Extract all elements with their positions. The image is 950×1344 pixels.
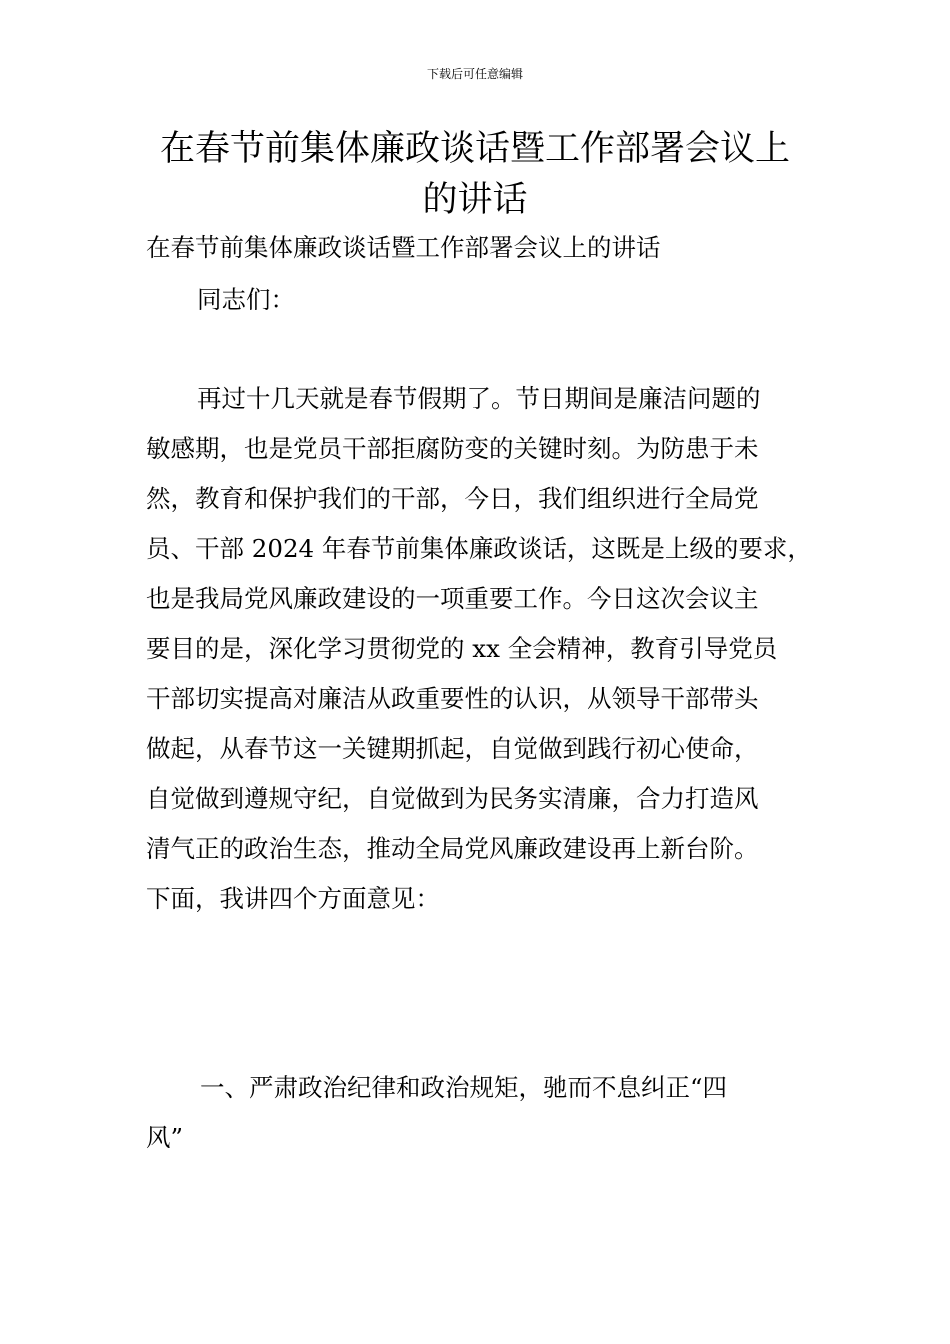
paragraph-line: 敏感期，也是党员干部拒腐防变的关键时刻。为防患于未 xyxy=(146,434,759,463)
paragraph-line: 也是我局党风廉政建设的一项重要工作。今日这次会议主 xyxy=(146,584,759,613)
paragraph-line: 自觉做到遵规守纪，自觉做到为民务实清廉，合力打造风 xyxy=(146,784,759,813)
paragraph-line: 要目的是，深化学习贯彻党的 xx 全会精神，教育引导党员 xyxy=(146,634,778,663)
section-heading-line: 风” xyxy=(146,1123,184,1152)
paragraph-line: 下面，我讲四个方面意见： xyxy=(146,884,440,913)
paragraph-line: 员、干部 2024 年春节前集体廉政谈话，这既是上级的要求， xyxy=(146,534,812,563)
title-line-2: 的讲话 xyxy=(422,180,528,220)
paragraph-line: 然，教育和保护我们的干部，今日，我们组织进行全局党 xyxy=(146,484,759,513)
section-heading-line: 一、严肃政治纪律和政治规矩，驰而不息纠正“四 xyxy=(200,1073,728,1102)
header-note: 下载后可任意编辑 xyxy=(426,67,523,81)
paragraph-line: 清气正的政治生态，推动全局党风廉政建设再上新台阶。 xyxy=(146,834,759,863)
paragraph-line: 干部切实提高对廉洁从政重要性的认识，从领导干部带头 xyxy=(146,684,759,713)
paragraph-line: 再过十几天就是春节假期了。节日期间是廉洁问题的 xyxy=(197,384,761,413)
paragraph-line: 做起，从春节这一关键期抓起，自觉做到践行初心使命， xyxy=(146,734,759,763)
title-line-1: 在春节前集体廉政谈话暨工作部署会议上 xyxy=(159,129,790,169)
document-title xyxy=(110,124,840,226)
salutation: 同志们： xyxy=(197,285,295,314)
subtitle: 在春节前集体廉政谈话暨工作部署会议上的讲话 xyxy=(146,233,661,262)
